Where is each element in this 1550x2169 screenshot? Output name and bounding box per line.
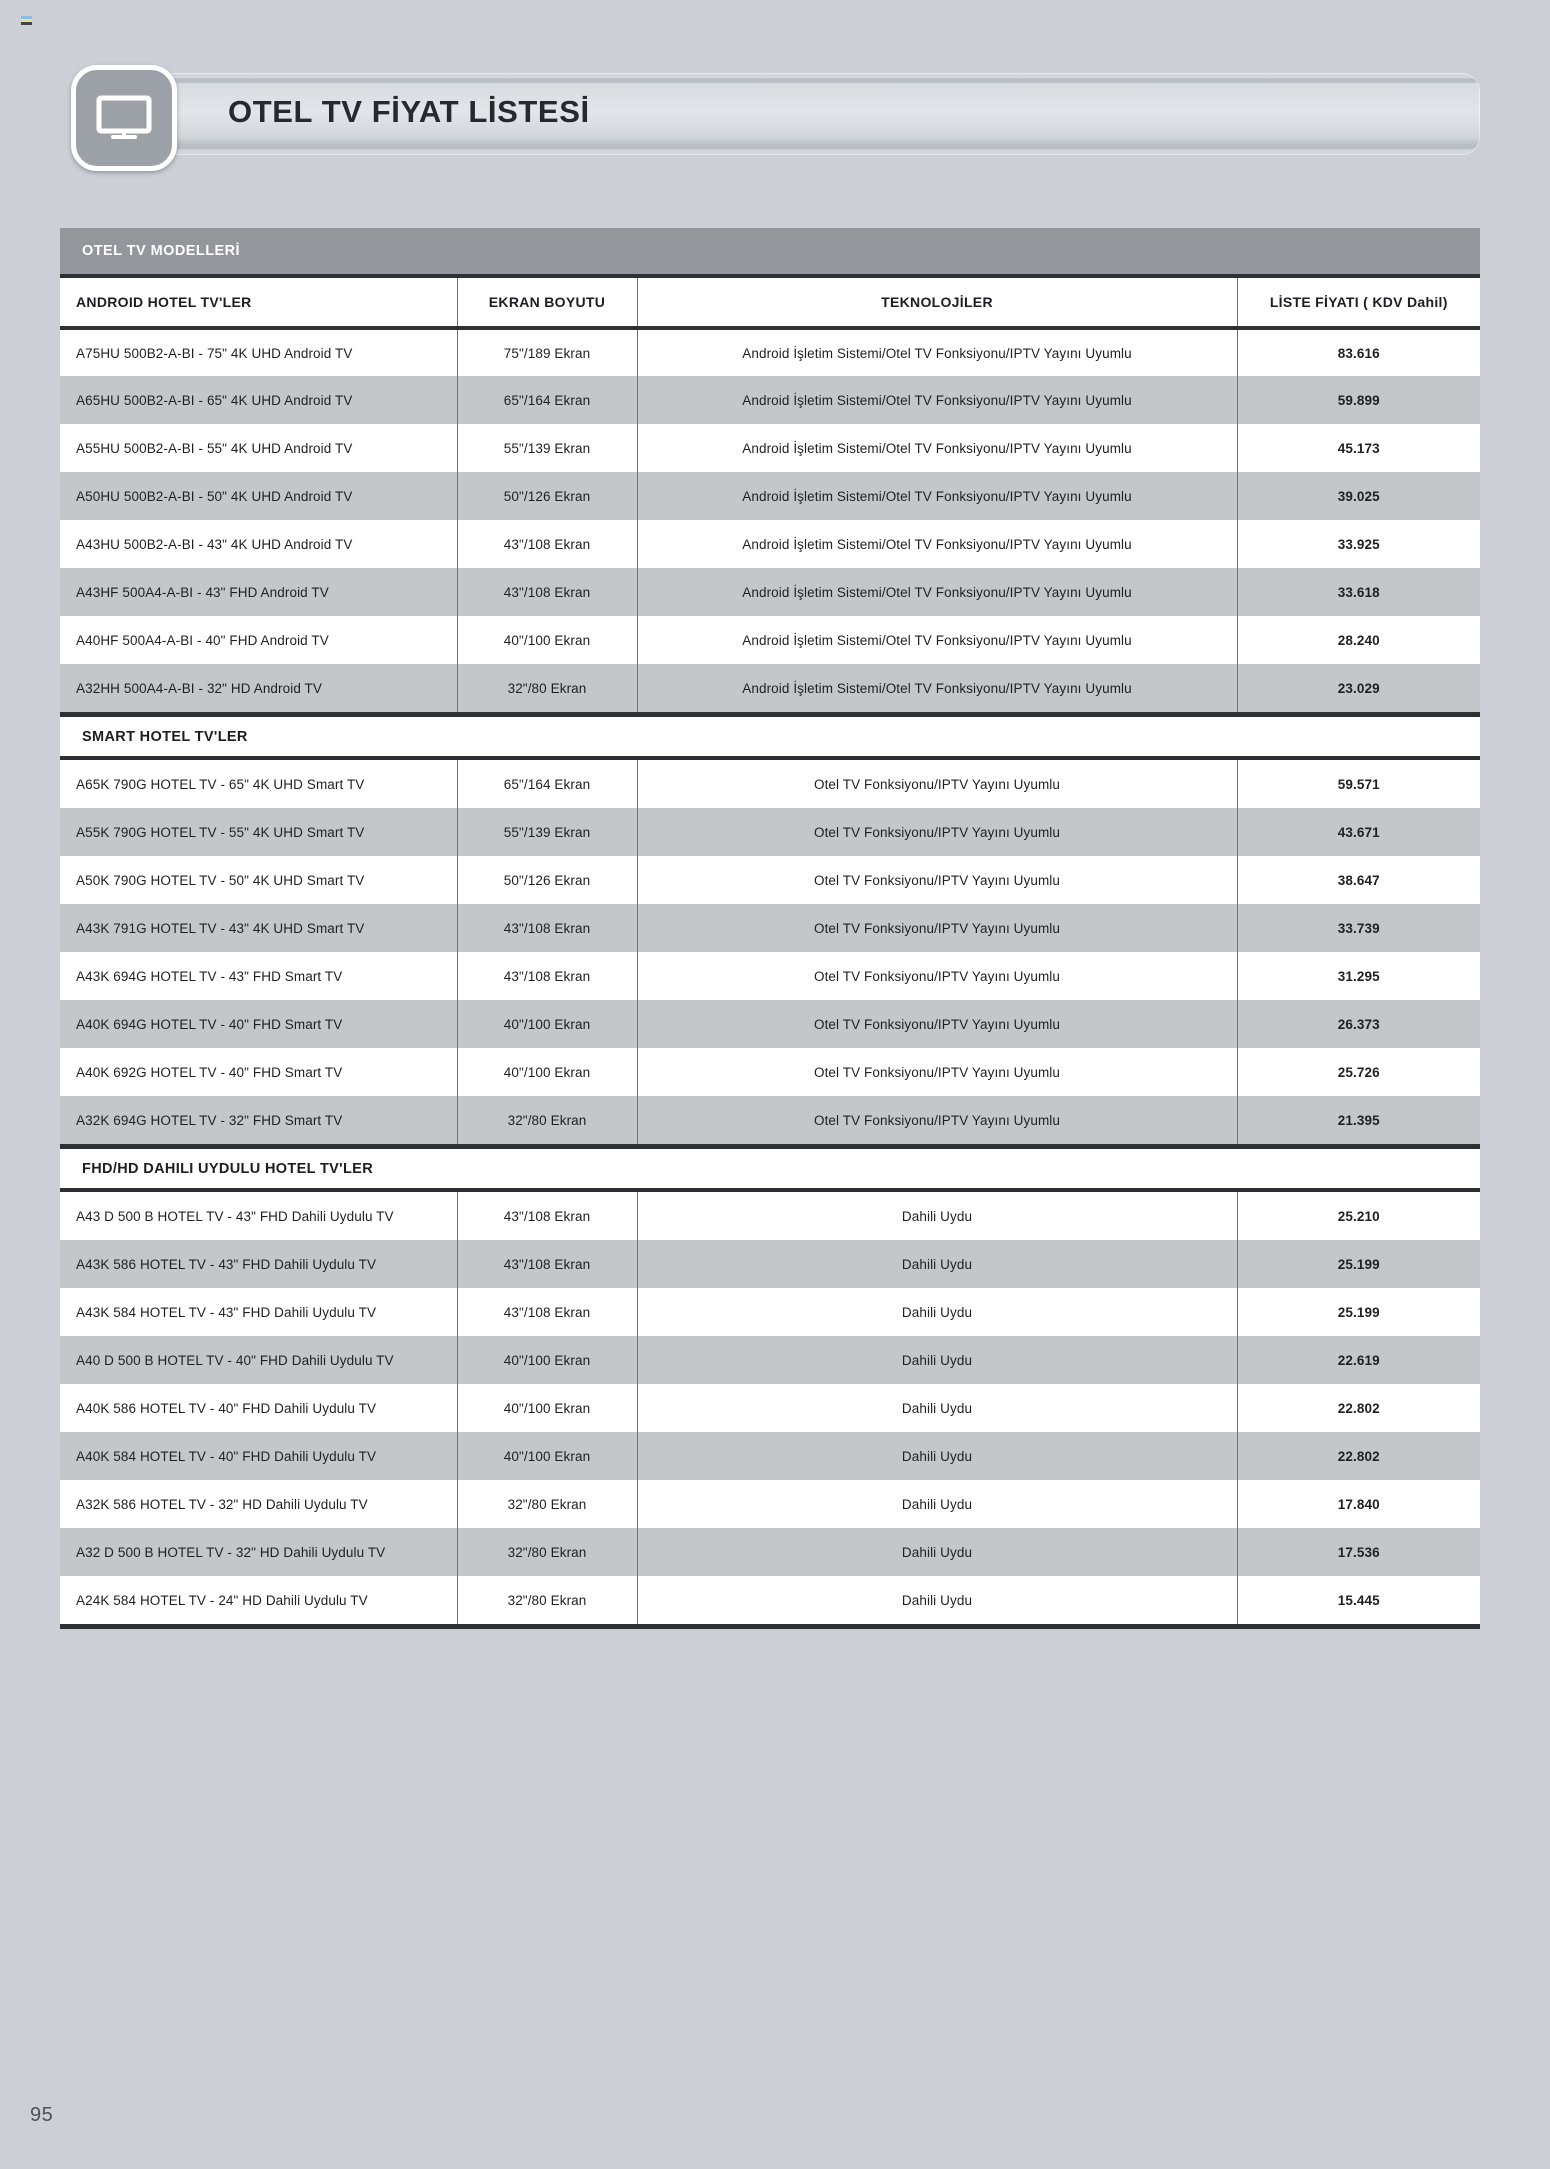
price-table-container (60, 228, 1480, 1629)
cell-price: 59.899 (1237, 376, 1480, 424)
cell-model: A50HU 500B2-A-BI - 50" 4K UHD Android TV (60, 472, 457, 520)
cell-tech: Android İşletim Sistemi/Otel TV Fonksiyonu/IPTV Yayını Uyumlu (637, 520, 1237, 568)
table-row (60, 808, 1480, 856)
cell-size: 65"/164 Ekran (457, 760, 637, 808)
cell-size: 50"/126 Ekran (457, 856, 637, 904)
column-header-price: LİSTE FİYATI ( KDV Dahil) (1237, 278, 1480, 328)
table-row (60, 1480, 1480, 1528)
cell-price: 25.210 (1237, 1192, 1480, 1240)
cell-tech: Otel TV Fonksiyonu/IPTV Yayını Uyumlu (637, 1096, 1237, 1144)
cell-price: 23.029 (1237, 664, 1480, 712)
cell-tech: Dahili Uydu (637, 1576, 1237, 1624)
cell-size: 32"/80 Ekran (457, 1480, 637, 1528)
table-row (60, 1240, 1480, 1288)
cell-price: 45.173 (1237, 424, 1480, 472)
section-label-satellite: FHD/HD DAHILI UYDULU HOTEL TV'LER (60, 1144, 1480, 1192)
cell-model: A32 D 500 B HOTEL TV - 32" HD Dahili Uydulu TV (60, 1528, 457, 1576)
table-row (60, 472, 1480, 520)
column-header-model: ANDROID HOTEL TV'LER (60, 278, 457, 328)
cell-tech: Android İşletim Sistemi/Otel TV Fonksiyonu/IPTV Yayını Uyumlu (637, 424, 1237, 472)
cell-size: 43"/108 Ekran (457, 520, 637, 568)
cell-tech: Android İşletim Sistemi/Otel TV Fonksiyonu/IPTV Yayını Uyumlu (637, 616, 1237, 664)
cell-size: 43"/108 Ekran (457, 1192, 637, 1240)
cell-tech: Android İşletim Sistemi/Otel TV Fonksiyonu/IPTV Yayını Uyumlu (637, 472, 1237, 520)
cell-tech: Dahili Uydu (637, 1480, 1237, 1528)
smart-hotel-tv-table (60, 760, 1480, 1144)
android-hotel-tv-table (60, 278, 1480, 712)
cell-price: 33.618 (1237, 568, 1480, 616)
cell-model: A43HU 500B2-A-BI - 43" 4K UHD Android TV (60, 520, 457, 568)
cell-model: A55K 790G HOTEL TV - 55" 4K UHD Smart TV (60, 808, 457, 856)
cell-tech: Otel TV Fonksiyonu/IPTV Yayını Uyumlu (637, 808, 1237, 856)
column-header-size: EKRAN BOYUTU (457, 278, 637, 328)
page-number: 95 (30, 2104, 54, 2126)
satellite-hotel-tv-table (60, 1192, 1480, 1624)
cell-tech: Android İşletim Sistemi/Otel TV Fonksiyonu/IPTV Yayını Uyumlu (637, 664, 1237, 712)
table-row (60, 1576, 1480, 1624)
cell-model: A32K 694G HOTEL TV - 32" FHD Smart TV (60, 1096, 457, 1144)
cell-size: 50"/126 Ekran (457, 472, 637, 520)
cell-model: A55HU 500B2-A-BI - 55" 4K UHD Android TV (60, 424, 457, 472)
cell-size: 40"/100 Ekran (457, 1336, 637, 1384)
cell-price: 17.536 (1237, 1528, 1480, 1576)
cell-size: 43"/108 Ekran (457, 568, 637, 616)
android-rows (60, 328, 1480, 712)
satellite-rows (60, 1192, 1480, 1624)
cell-price: 39.025 (1237, 472, 1480, 520)
cell-tech: Otel TV Fonksiyonu/IPTV Yayını Uyumlu (637, 856, 1237, 904)
cell-size: 65"/164 Ekran (457, 376, 637, 424)
table-header-row (60, 278, 1480, 328)
cell-price: 15.445 (1237, 1576, 1480, 1624)
group-bar-label: OTEL TV MODELLERİ (60, 228, 1480, 278)
cell-tech: Dahili Uydu (637, 1336, 1237, 1384)
cell-price: 25.199 (1237, 1288, 1480, 1336)
cell-size: 32"/80 Ekran (457, 1528, 637, 1576)
cell-price: 22.802 (1237, 1432, 1480, 1480)
cell-size: 32"/80 Ekran (457, 664, 637, 712)
cell-size: 43"/108 Ekran (457, 904, 637, 952)
table-row (60, 1528, 1480, 1576)
cell-model: A32HH 500A4-A-BI - 32" HD Android TV (60, 664, 457, 712)
cell-size: 40"/100 Ekran (457, 1384, 637, 1432)
cell-size: 43"/108 Ekran (457, 1240, 637, 1288)
cell-size: 43"/108 Ekran (457, 952, 637, 1000)
table-bottom-divider (60, 1624, 1480, 1629)
cell-price: 17.840 (1237, 1480, 1480, 1528)
section-label-smart: SMART HOTEL TV'LER (60, 712, 1480, 760)
cell-price: 28.240 (1237, 616, 1480, 664)
cell-size: 40"/100 Ekran (457, 1432, 637, 1480)
table-row (60, 328, 1480, 376)
table-row (60, 568, 1480, 616)
cell-model: A40 D 500 B HOTEL TV - 40" FHD Dahili Uydulu TV (60, 1336, 457, 1384)
cell-model: A40K 584 HOTEL TV - 40" FHD Dahili Uydulu TV (60, 1432, 457, 1480)
cell-price: 25.726 (1237, 1048, 1480, 1096)
table-row (60, 1384, 1480, 1432)
table-row (60, 1000, 1480, 1048)
cell-tech: Dahili Uydu (637, 1432, 1237, 1480)
table-row (60, 760, 1480, 808)
table-row (60, 904, 1480, 952)
cell-price: 83.616 (1237, 328, 1480, 376)
table-row (60, 376, 1480, 424)
table-row (60, 1192, 1480, 1240)
cell-price: 26.373 (1237, 1000, 1480, 1048)
cell-tech: Android İşletim Sistemi/Otel TV Fonksiyonu/IPTV Yayını Uyumlu (637, 568, 1237, 616)
cell-model: A32K 586 HOTEL TV - 32" HD Dahili Uydulu TV (60, 1480, 457, 1528)
cell-price: 33.925 (1237, 520, 1480, 568)
smart-rows (60, 760, 1480, 1144)
table-row (60, 664, 1480, 712)
table-row (60, 1336, 1480, 1384)
table-row (60, 520, 1480, 568)
cell-model: A43K 586 HOTEL TV - 43" FHD Dahili Uydulu TV (60, 1240, 457, 1288)
cell-price: 22.802 (1237, 1384, 1480, 1432)
cell-price: 33.739 (1237, 904, 1480, 952)
cell-price: 43.671 (1237, 808, 1480, 856)
cell-model: A40K 692G HOTEL TV - 40" FHD Smart TV (60, 1048, 457, 1096)
column-header-tech: TEKNOLOJİLER (637, 278, 1237, 328)
cell-tech: Otel TV Fonksiyonu/IPTV Yayını Uyumlu (637, 904, 1237, 952)
table-row (60, 616, 1480, 664)
cell-tech: Dahili Uydu (637, 1528, 1237, 1576)
cell-tech: Otel TV Fonksiyonu/IPTV Yayını Uyumlu (637, 1048, 1237, 1096)
corner-color-artifact (21, 16, 32, 25)
cell-tech: Dahili Uydu (637, 1192, 1237, 1240)
cell-tech: Otel TV Fonksiyonu/IPTV Yayını Uyumlu (637, 952, 1237, 1000)
table-row (60, 1432, 1480, 1480)
cell-price: 22.619 (1237, 1336, 1480, 1384)
table-row (60, 1096, 1480, 1144)
cell-size: 40"/100 Ekran (457, 1000, 637, 1048)
cell-tech: Dahili Uydu (637, 1288, 1237, 1336)
table-row (60, 424, 1480, 472)
cell-tech: Dahili Uydu (637, 1240, 1237, 1288)
cell-model: A43K 791G HOTEL TV - 43" 4K UHD Smart TV (60, 904, 457, 952)
cell-model: A40HF 500A4-A-BI - 40" FHD Android TV (60, 616, 457, 664)
cell-price: 59.571 (1237, 760, 1480, 808)
table-row (60, 856, 1480, 904)
cell-model: A65HU 500B2-A-BI - 65" 4K UHD Android TV (60, 376, 457, 424)
cell-size: 43"/108 Ekran (457, 1288, 637, 1336)
cell-size: 55"/139 Ekran (457, 808, 637, 856)
table-row (60, 952, 1480, 1000)
cell-size: 32"/80 Ekran (457, 1576, 637, 1624)
cell-tech: Android İşletim Sistemi/Otel TV Fonksiyonu/IPTV Yayını Uyumlu (637, 328, 1237, 376)
cell-size: 32"/80 Ekran (457, 1096, 637, 1144)
table-row (60, 1048, 1480, 1096)
cell-model: A43K 584 HOTEL TV - 43" FHD Dahili Uydulu TV (60, 1288, 457, 1336)
cell-tech: Dahili Uydu (637, 1384, 1237, 1432)
cell-model: A50K 790G HOTEL TV - 50" 4K UHD Smart TV (60, 856, 457, 904)
television-icon (96, 95, 152, 141)
cell-size: 40"/100 Ekran (457, 616, 637, 664)
cell-tech: Otel TV Fonksiyonu/IPTV Yayını Uyumlu (637, 760, 1237, 808)
tv-badge (71, 65, 177, 171)
cell-tech: Otel TV Fonksiyonu/IPTV Yayını Uyumlu (637, 1000, 1237, 1048)
cell-model: A40K 694G HOTEL TV - 40" FHD Smart TV (60, 1000, 457, 1048)
cell-model: A65K 790G HOTEL TV - 65" 4K UHD Smart TV (60, 760, 457, 808)
cell-size: 75"/189 Ekran (457, 328, 637, 376)
cell-model: A43K 694G HOTEL TV - 43" FHD Smart TV (60, 952, 457, 1000)
cell-model: A24K 584 HOTEL TV - 24" HD Dahili Uydulu TV (60, 1576, 457, 1624)
cell-model: A75HU 500B2-A-BI - 75" 4K UHD Android TV (60, 328, 457, 376)
cell-size: 55"/139 Ekran (457, 424, 637, 472)
cell-model: A43HF 500A4-A-BI - 43" FHD Android TV (60, 568, 457, 616)
cell-model: A40K 586 HOTEL TV - 40" FHD Dahili Uydulu TV (60, 1384, 457, 1432)
cell-tech: Android İşletim Sistemi/Otel TV Fonksiyonu/IPTV Yayını Uyumlu (637, 376, 1237, 424)
cell-price: 21.395 (1237, 1096, 1480, 1144)
cell-price: 25.199 (1237, 1240, 1480, 1288)
page-title: OTEL TV FİYAT LİSTESİ (228, 94, 590, 129)
cell-model: A43 D 500 B HOTEL TV - 43" FHD Dahili Uydulu TV (60, 1192, 457, 1240)
cell-price: 31.295 (1237, 952, 1480, 1000)
table-row (60, 1288, 1480, 1336)
cell-size: 40"/100 Ekran (457, 1048, 637, 1096)
cell-price: 38.647 (1237, 856, 1480, 904)
